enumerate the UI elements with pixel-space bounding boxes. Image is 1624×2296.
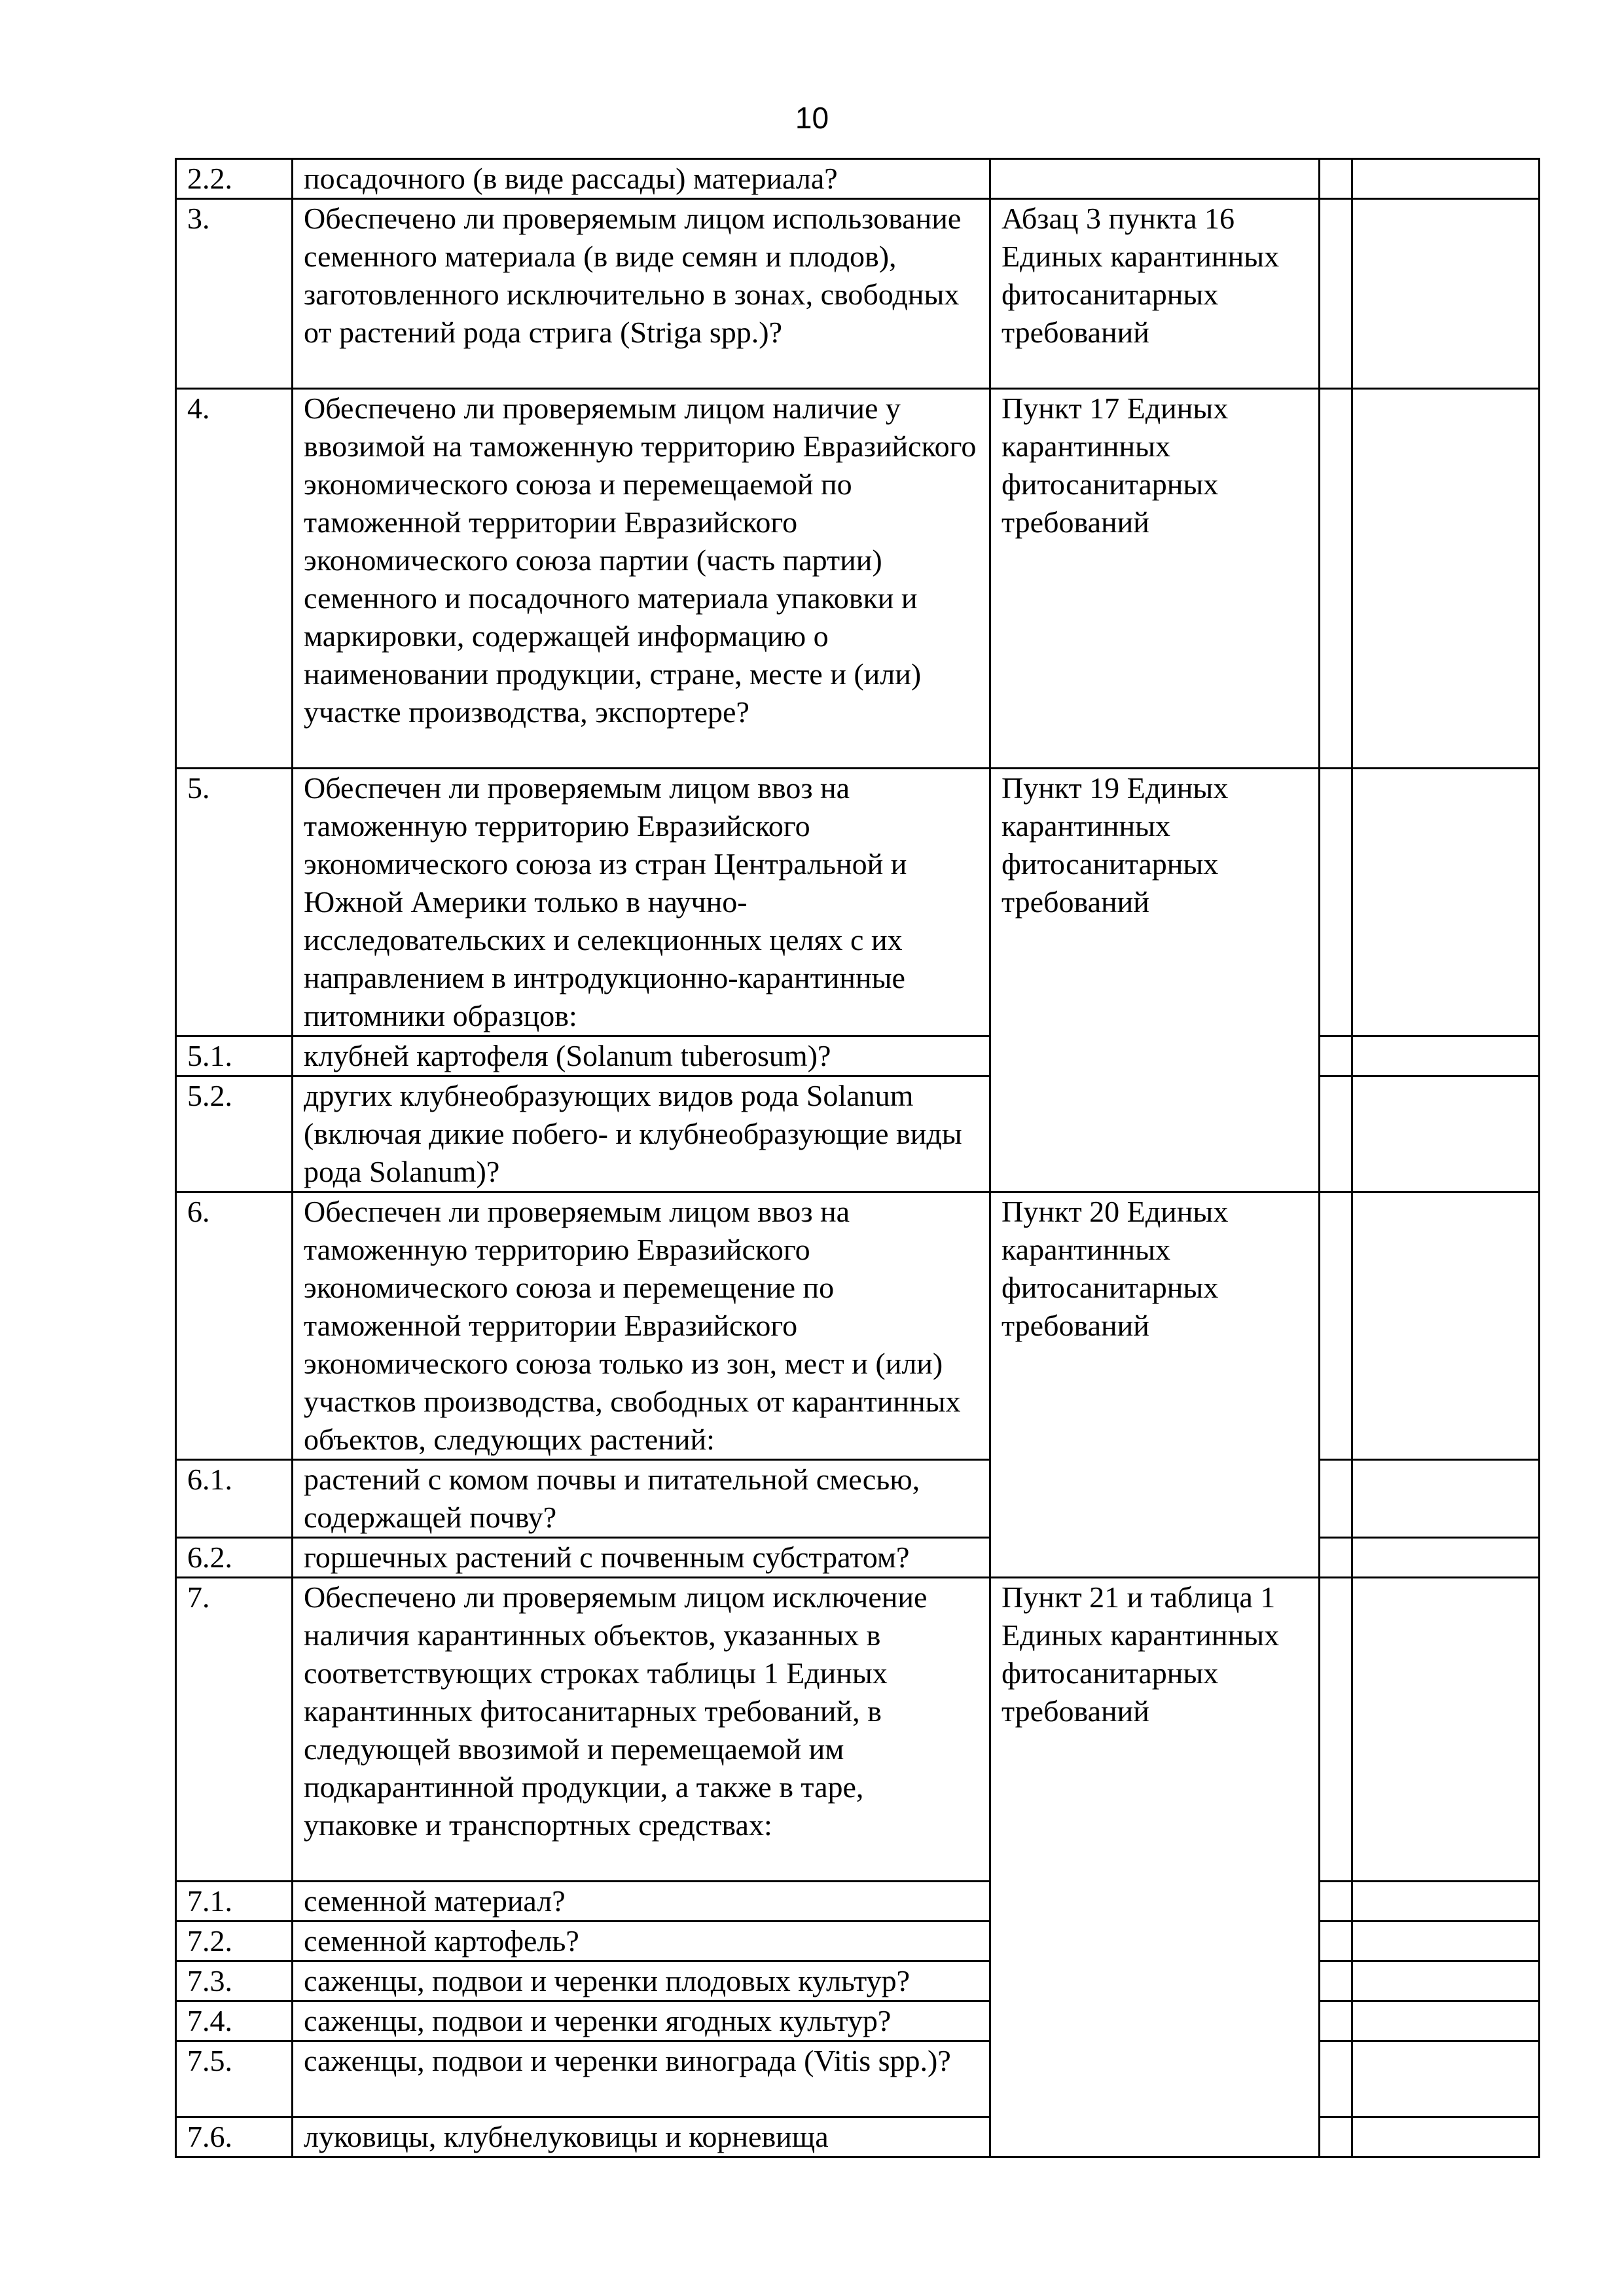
question-text: саженцы, подвои и черенки плодовых культур? <box>293 1961 990 2001</box>
row-number: 7.2. <box>176 1922 293 1961</box>
answer-cell <box>1320 2001 1352 2041</box>
answer-cell <box>1320 2041 1352 2117</box>
note-cell <box>1352 1882 1540 1922</box>
row-number: 3. <box>176 199 293 389</box>
table-row <box>176 1460 1540 1538</box>
note-cell <box>1352 1578 1540 1882</box>
question-text: клубней картофеля (Solanum tuberosum)? <box>293 1036 990 1076</box>
note-cell <box>1352 1076 1540 1192</box>
question-text: Обеспечен ли проверяемым лицом ввоз на таможенную территорию Евразийского экономического союза и перемещение по таможенной территории Евразийского экономического союза только из зон, мест и (или) участков производства, свободных от карантинных объектов, следующих растений: <box>293 1192 990 1460</box>
row-number: 5.2. <box>176 1076 293 1192</box>
row-number: 2.2. <box>176 159 293 199</box>
reference-cell: Пункт 21 и таблица 1 Единых карантинных фитосанитарных требований <box>990 1578 1320 2157</box>
table-row <box>176 1922 1540 1961</box>
note-cell <box>1352 769 1540 1036</box>
table-row <box>176 1961 1540 2001</box>
row-number: 7.3. <box>176 1961 293 2001</box>
question-text: Обеспечено ли проверяемым лицом наличие у ввозимой на таможенную территорию Евразийского экономического союза и перемещаемой по таможенной территории Евразийского экономического союза партии (часть партии) семенного и посадочного материала упаковки и маркировки, содержащей информацию о наименовании продукции, стране, месте и (или) участке производства, экспортере? <box>293 389 990 769</box>
answer-cell <box>1320 1460 1352 1538</box>
answer-cell <box>1320 1036 1352 1076</box>
row-number: 6.2. <box>176 1538 293 1578</box>
note-cell <box>1352 1192 1540 1460</box>
answer-cell <box>1320 1192 1352 1460</box>
question-text: Обеспечено ли проверяемым лицом использование семенного материала (в виде семян и плодов), заготовленного исключительно в зонах, свободных от растений рода стрига (Striga spp.)? <box>293 199 990 389</box>
answer-cell <box>1320 1882 1352 1922</box>
note-cell <box>1352 2001 1540 2041</box>
row-number: 7.4. <box>176 2001 293 2041</box>
question-text: семенной картофель? <box>293 1922 990 1961</box>
answer-cell <box>1320 1922 1352 1961</box>
question-text: семенной материал? <box>293 1882 990 1922</box>
table-row <box>176 1882 1540 1922</box>
note-cell <box>1352 389 1540 769</box>
reference-cell: Абзац 3 пункта 16 Единых карантинных фитосанитарных требований <box>990 199 1320 389</box>
answer-cell <box>1320 1538 1352 1578</box>
note-cell <box>1352 1922 1540 1961</box>
table-row <box>176 159 1540 199</box>
answer-cell <box>1320 159 1352 199</box>
note-cell <box>1352 159 1540 199</box>
row-number: 4. <box>176 389 293 769</box>
table-row <box>176 769 1540 1036</box>
question-text: посадочного (в виде рассады) материала? <box>293 159 990 199</box>
table-row <box>176 1076 1540 1192</box>
question-text: луковицы, клубнелуковицы и корневища <box>293 2117 990 2157</box>
question-text: других клубнеобразующих видов рода Solanum (включая дикие побего- и клубнеобразующие виды рода Solanum)? <box>293 1076 990 1192</box>
table-row <box>176 389 1540 769</box>
question-text: саженцы, подвои и черенки ягодных культур? <box>293 2001 990 2041</box>
question-text: горшечных растений с почвенным субстратом? <box>293 1538 990 1578</box>
row-number: 6. <box>176 1192 293 1460</box>
table-row <box>176 2001 1540 2041</box>
answer-cell <box>1320 1961 1352 2001</box>
note-cell <box>1352 2041 1540 2117</box>
reference-cell: Пункт 19 Единых карантинных фитосанитарных требований <box>990 769 1320 1192</box>
row-number: 7.1. <box>176 1882 293 1922</box>
note-cell <box>1352 199 1540 389</box>
note-cell <box>1352 2117 1540 2157</box>
reference-cell: Пункт 17 Единых карантинных фитосанитарных требований <box>990 389 1320 769</box>
reference-cell: Пункт 20 Единых карантинных фитосанитарных требований <box>990 1192 1320 1578</box>
answer-cell <box>1320 1076 1352 1192</box>
answer-cell <box>1320 769 1352 1036</box>
question-text: саженцы, подвои и черенки винограда (Vitis spp.)? <box>293 2041 990 2117</box>
note-cell <box>1352 1036 1540 1076</box>
row-number: 6.1. <box>176 1460 293 1538</box>
question-text: растений с комом почвы и питательной смесью, содержащей почву? <box>293 1460 990 1538</box>
reference-cell <box>990 159 1320 199</box>
row-number: 7.6. <box>176 2117 293 2157</box>
note-cell <box>1352 1538 1540 1578</box>
page-number: 10 <box>795 101 829 135</box>
table-row <box>176 1578 1540 1882</box>
answer-cell <box>1320 389 1352 769</box>
row-number: 7.5. <box>176 2041 293 2117</box>
question-text: Обеспечен ли проверяемым лицом ввоз на таможенную территорию Евразийского экономического союза из стран Центральной и Южной Америки только в научно-исследовательских и селекционных целях с их направлением в интродукционно-карантинные питомники образцов: <box>293 769 990 1036</box>
table-row <box>176 199 1540 389</box>
table-row <box>176 1192 1540 1460</box>
row-number: 7. <box>176 1578 293 1882</box>
note-cell <box>1352 1961 1540 2001</box>
checklist-table <box>175 158 1540 2158</box>
row-number: 5. <box>176 769 293 1036</box>
row-number: 5.1. <box>176 1036 293 1076</box>
table-row <box>176 2041 1540 2117</box>
table-row <box>176 1538 1540 1578</box>
note-cell <box>1352 1460 1540 1538</box>
table-row <box>176 2117 1540 2157</box>
answer-cell <box>1320 199 1352 389</box>
answer-cell <box>1320 2117 1352 2157</box>
answer-cell <box>1320 1578 1352 1882</box>
question-text: Обеспечено ли проверяемым лицом исключение наличия карантинных объектов, указанных в соответствующих строках таблицы 1 Единых карантинных фитосанитарных требований, в следующей ввозимой и перемещаемой им подкарантинной продукции, а также в таре, упаковке и транспортных средствах: <box>293 1578 990 1882</box>
table-row <box>176 1036 1540 1076</box>
